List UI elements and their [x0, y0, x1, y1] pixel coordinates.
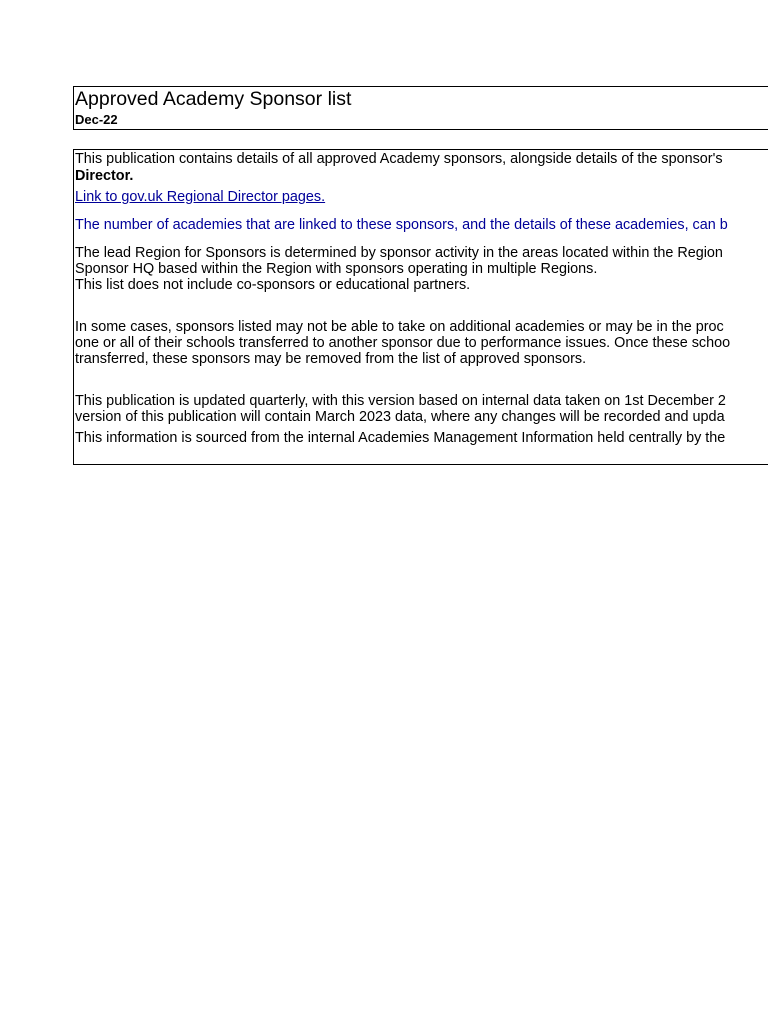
intro-text-line-1: This publication contains details of all approved Academy sponsors, alongside details of the sponsor's	[75, 151, 723, 167]
cases-text-line-3: transferred, these sponsors may be removed from the list of approved sponsors.	[75, 351, 587, 367]
update-text-line-2: version of this publication will contain March 2023 data, where any changes will be recorded and upda	[75, 409, 725, 425]
publication-date: Dec-22	[75, 112, 118, 127]
cases-text-line-2: one or all of their schools transferred to another sponsor due to performance issues. Once these schoo	[75, 335, 731, 351]
region-text-line-2: Sponsor HQ based within the Region with sponsors operating in multiple Regions.	[75, 261, 598, 277]
region-text-line-3: This list does not include co-sponsors or educational partners.	[75, 277, 471, 293]
update-text-line-1: This publication is updated quarterly, with this version based on internal data taken on 1st December 2	[75, 393, 726, 409]
regional-director-link[interactable]: Link to gov.uk Regional Director pages.	[75, 189, 326, 205]
description-box	[73, 149, 768, 465]
source-text-line: This information is sourced from the internal Academies Management Information held centrally by the	[75, 430, 726, 446]
page-title: Approved Academy Sponsor list	[75, 88, 352, 110]
intro-text-line-2: Director.	[75, 168, 134, 184]
cases-text-line-1: In some cases, sponsors listed may not be able to take on additional academies or may be in the proc	[75, 319, 724, 335]
academies-note: The number of academies that are linked to these sponsors, and the details of these academies, can b	[75, 217, 728, 233]
region-text-line-1: The lead Region for Sponsors is determined by sponsor activity in the areas located within the Region	[75, 245, 723, 261]
title-box	[73, 86, 768, 130]
